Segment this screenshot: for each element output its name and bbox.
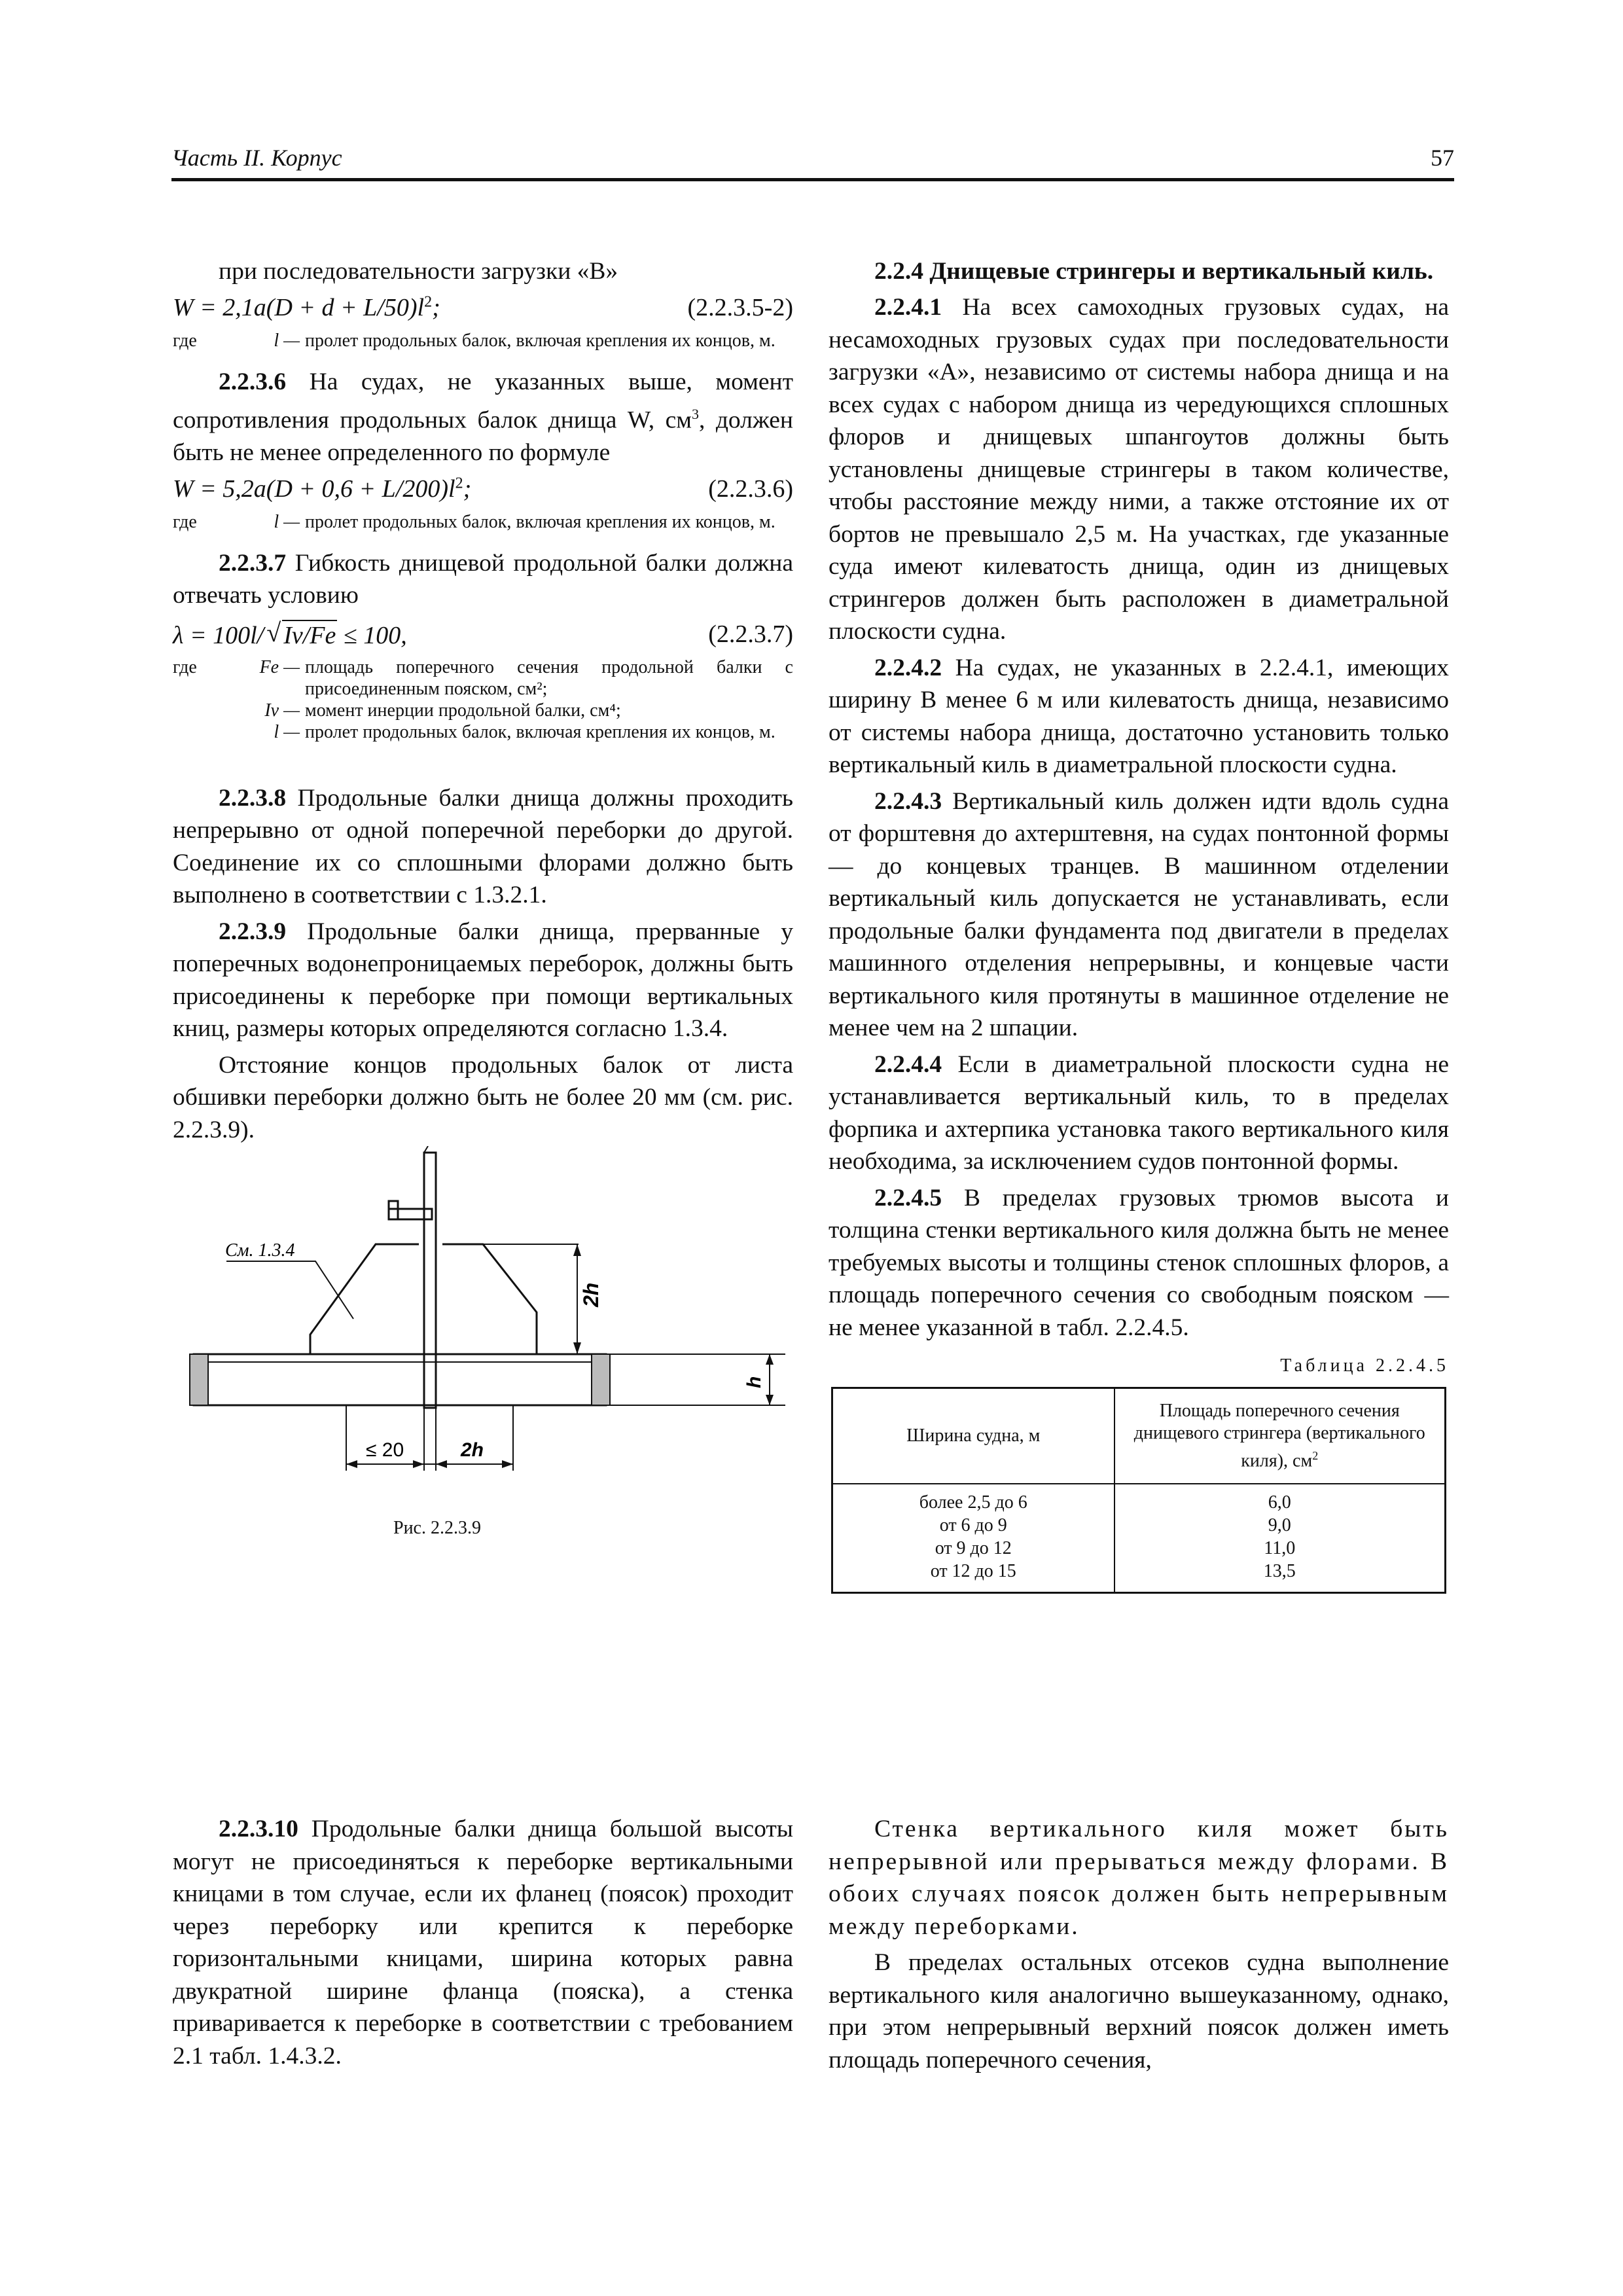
formula-condition: ≤ 100,: [343, 621, 407, 649]
dim-h-label: h: [743, 1376, 765, 1388]
paragraph-2-2-4-1: [829, 291, 1449, 648]
where-label: где: [173, 330, 197, 351]
legend-text: площадь поперечного сечения продольной балки с присоединенным пояском, см²;: [305, 656, 793, 699]
dim-le20-label: ≤ 20: [366, 1439, 404, 1461]
section-heading-2-2-4: 2.2.4 Днищевые стрингеры и вертикальный киль.: [874, 258, 1434, 285]
right-column: [829, 255, 1449, 1594]
table-row: [832, 1514, 1446, 1537]
paragraph-2-2-4-4: [829, 1049, 1449, 1178]
table-2-2-4-5: [831, 1387, 1446, 1594]
table-row: [832, 1484, 1446, 1514]
paragraph-text: На судах, не указанных в 2.2.4.1, имеющих ширину B менее 6 м или килеватость днища, независимо от системы набора днища, достаточно установить только вертикальный киль в диаметральной плоскости судна.: [829, 654, 1449, 778]
figure-ref-label: См. 1.3.4: [225, 1240, 295, 1261]
formula-tail: ;: [463, 475, 472, 503]
unit-exponent: 2: [1312, 1448, 1319, 1462]
table-row: [832, 1560, 1446, 1593]
left-bracket: [310, 1244, 419, 1354]
left-column: [173, 255, 793, 1539]
formula-2-2-3-5-2: [173, 291, 793, 327]
formula-2-2-3-6: [173, 472, 793, 509]
formula-number: (2.2.3.6): [708, 475, 793, 503]
paragraph-2-2-4-3: [829, 785, 1449, 1045]
cell-width: от 12 до 15: [832, 1560, 1115, 1593]
formula-legend: [173, 330, 793, 351]
figure-2-2-3-9: [173, 1146, 793, 1545]
formula-legend: [173, 511, 793, 533]
dim-2h-vertical: 2h: [579, 1282, 603, 1307]
paragraph-load-sequence: при последовательности загрузки «В»: [219, 258, 618, 285]
paragraph-text: На всех самоходных грузовых судах, на несамоходных грузовых судах при последовательности загрузки «А», независимо от системы набора днища и на всех судах с набором днища из чередующихся сплошных флоров и днищевых шпангоутов должны быть установлены днищевые стрингеры в таком количестве, чтобы расстояние между ними, а также отстояние их от бортов не превышало 2,5 м. На участках, где указанные суда имеют килеватость днища, один из днищевых стрингеров должен быть расположен в диаметральной плоскости судна.: [829, 294, 1450, 645]
formula-exponent: 2: [424, 293, 433, 310]
dim-arrow: [766, 1354, 774, 1365]
paragraph-number: 2.2.4.1: [874, 294, 942, 321]
paragraph-number: 2.2.3.6: [219, 368, 287, 395]
paragraph-2-2-4-2: [829, 652, 1449, 781]
dim-2h-label: 2h: [461, 1439, 484, 1461]
table-header-area: [1115, 1388, 1446, 1484]
legend-symbol: l —: [274, 721, 300, 742]
left-bottom-block: [173, 1813, 793, 2072]
dim-arrow: [573, 1244, 581, 1256]
table-row: [832, 1537, 1446, 1560]
paragraph-number: 2.2.3.9: [219, 918, 287, 945]
legend-text: пролет продольных балок, включая крепления их концов, м.: [305, 511, 776, 532]
where-label: где: [173, 511, 197, 532]
formula-tail: ;: [432, 293, 440, 321]
formula-expression: W = 2,1a(D + d + L/50)l: [173, 293, 425, 321]
legend-text: момент инерции продольной балки, см⁴;: [305, 700, 621, 721]
paragraph-2-2-3-10: [173, 1813, 793, 2072]
dim-arrow: [413, 1460, 424, 1468]
bulkhead-diagram: [173, 1146, 793, 1539]
formula-number: (2.2.3.5-2): [687, 293, 793, 321]
header-text: Площадь поперечного сечения днищевого стрингера (вертикального киля), см: [1133, 1400, 1425, 1471]
cell-area: 6,0: [1115, 1484, 1446, 1514]
dim-arrow: [766, 1395, 774, 1405]
cell-area: 13,5: [1115, 1560, 1446, 1593]
paragraph-web-continuity: Стенка вертикального киля может быть непрерывной или прерываться между флорами. В обоих случаях поясок должен быть непрерывным между переборками.: [829, 1816, 1449, 1940]
paragraph-text: Продольные балки днища большой высоты могут не присоединяться к переборке вертикальными кницами в том случае, если их фланец (поясок) проходит через переборку или крепится к переборке горизонтальными кницами, ширина которых равна двукратной ширине фланца (пояска), а стенка приваривается к переборке в соответствии с требованием 2.1 табл. 1.4.3.2.: [173, 1816, 793, 2070]
figure-caption: Рис. 2.2.3.9: [393, 1518, 481, 1538]
cell-area: 11,0: [1115, 1537, 1446, 1560]
paragraph-number: 2.2.4.4: [874, 1050, 942, 1078]
running-header: [171, 139, 1454, 181]
legend-symbol: l —: [274, 330, 300, 351]
page-number: 57: [1431, 145, 1454, 171]
formula-number: (2.2.3.7): [708, 620, 793, 648]
paragraph-text: Вертикальный киль должен идти вдоль судна от форштевня до ахтерштевня, на судах понтонной формы — до концевых транцев. В машинном отделении вертикальный киль допускается не устанавливать, если продольные балки фундамента под двигатели в пределах машинного отделения непрерывны, и концевые части вертикального киля протянуты в машинное отделение не менее чем на 2 шпации.: [829, 787, 1450, 1041]
paragraph-number: 2.2.3.7: [219, 549, 287, 577]
paragraph-number: 2.2.3.10: [219, 1816, 298, 1842]
formula-2-2-3-7: [173, 617, 793, 654]
legend-symbol: Fe —: [259, 656, 300, 677]
paragraph-text: Гибкость днищевой продольной балки должна отвечать условию: [173, 549, 793, 609]
legend-text: пролет продольных балок, включая крепления их концов, м.: [305, 721, 776, 742]
dim-arrow: [436, 1460, 447, 1468]
formula-exponent: 2: [455, 474, 463, 492]
dim-arrow: [573, 1342, 581, 1354]
paragraph-other-compartments: В пределах остальных отсеков судна выполнение вертикального киля аналогично вышеуказанному, однако, при этом непрерывный верхний поясок должен иметь площадь поперечного сечения,: [829, 1949, 1449, 2073]
unit-exponent: 3: [691, 406, 699, 422]
paragraph-number: 2.2.4.5: [874, 1184, 942, 1211]
table-header-width: Ширина судна, м: [832, 1388, 1115, 1484]
cell-width: от 6 до 9: [832, 1514, 1115, 1537]
bulkhead: [424, 1153, 436, 1408]
right-bottom-block: [829, 1813, 1449, 2076]
flange-lip: [389, 1201, 398, 1219]
flange: [389, 1209, 432, 1219]
reference-leader: [226, 1261, 353, 1319]
paragraph-text-tail: , должен быть не менее определенного по формуле: [173, 406, 793, 466]
dim-arrow: [346, 1460, 357, 1468]
formula-legend: [173, 656, 793, 743]
left-hatch: [190, 1354, 208, 1405]
legend-symbol: Iv —: [264, 700, 300, 721]
paragraph-text: В пределах грузовых трюмов высота и толщина стенки вертикального киля должна быть не менее требуемых высоты и толщины стенок сплошных флоров, а площадь поперечного сечения со свободным пояском — не менее указанной в табл. 2.2.4.5.: [829, 1184, 1450, 1341]
header-title: Часть II. Корпус: [171, 145, 342, 171]
cell-area: 9,0: [1115, 1514, 1446, 1537]
table-caption: Таблица 2.2.4.5: [1280, 1355, 1449, 1376]
paragraph-2-2-3-7: [173, 547, 793, 612]
paragraph-text: Если в диаметральной плоскости судна не устанавливается вертикальный киль, то в пределах форпика и ахтерпика установка такого вертикального киля необходима, за исключением судов понтонной формы.: [829, 1050, 1449, 1175]
paragraph-text: Продольные балки днища, прерванные у поперечных водонепроницаемых переборок, должны быть присоединены к переборке при помощи вертикальных книц, размеры которых определяются согласно 1.3.4.: [173, 918, 793, 1042]
where-label: где: [173, 656, 197, 677]
paragraph-2-2-4-5: [829, 1182, 1449, 1344]
paragraph-2-2-3-8: [173, 782, 793, 912]
paragraph-2-2-3-6: [173, 366, 793, 469]
right-bracket: [442, 1244, 537, 1354]
cell-width: от 9 до 12: [832, 1537, 1115, 1560]
paragraph-text: На судах, не указанных выше, момент сопротивления продольных балок днища W, см: [173, 368, 793, 434]
paragraph-text: Продольные балки днища должны проходить непрерывно от одной поперечной переборки до другой. Соединение их со сплошными флорами должно быть выполнено в соответствии с 1.3.2.1.: [173, 784, 793, 908]
paragraph-number: 2.2.4.3: [874, 787, 942, 815]
paragraph-number: 2.2.3.8: [219, 784, 287, 812]
legend-text: пролет продольных балок, включая крепления их концов, м.: [305, 330, 776, 351]
formula-root: √ Iv/Fe: [282, 620, 337, 650]
paragraph-distance: Отстояние концов продольных балок от листа обшивки переборки должно быть не более 20 мм (см. рис. 2.2.3.9).: [173, 1051, 793, 1143]
right-hatch: [592, 1354, 610, 1405]
cell-width: более 2,5 до 6: [832, 1484, 1115, 1514]
paragraph-number: 2.2.4.2: [874, 654, 942, 681]
dim-arrow: [502, 1460, 513, 1468]
paragraph-2-2-3-9: [173, 916, 793, 1045]
formula-expression: λ = 100l/: [173, 621, 264, 649]
formula-expression: W = 5,2a(D + 0,6 + L/200)l: [173, 475, 455, 503]
legend-symbol: l —: [274, 511, 300, 532]
